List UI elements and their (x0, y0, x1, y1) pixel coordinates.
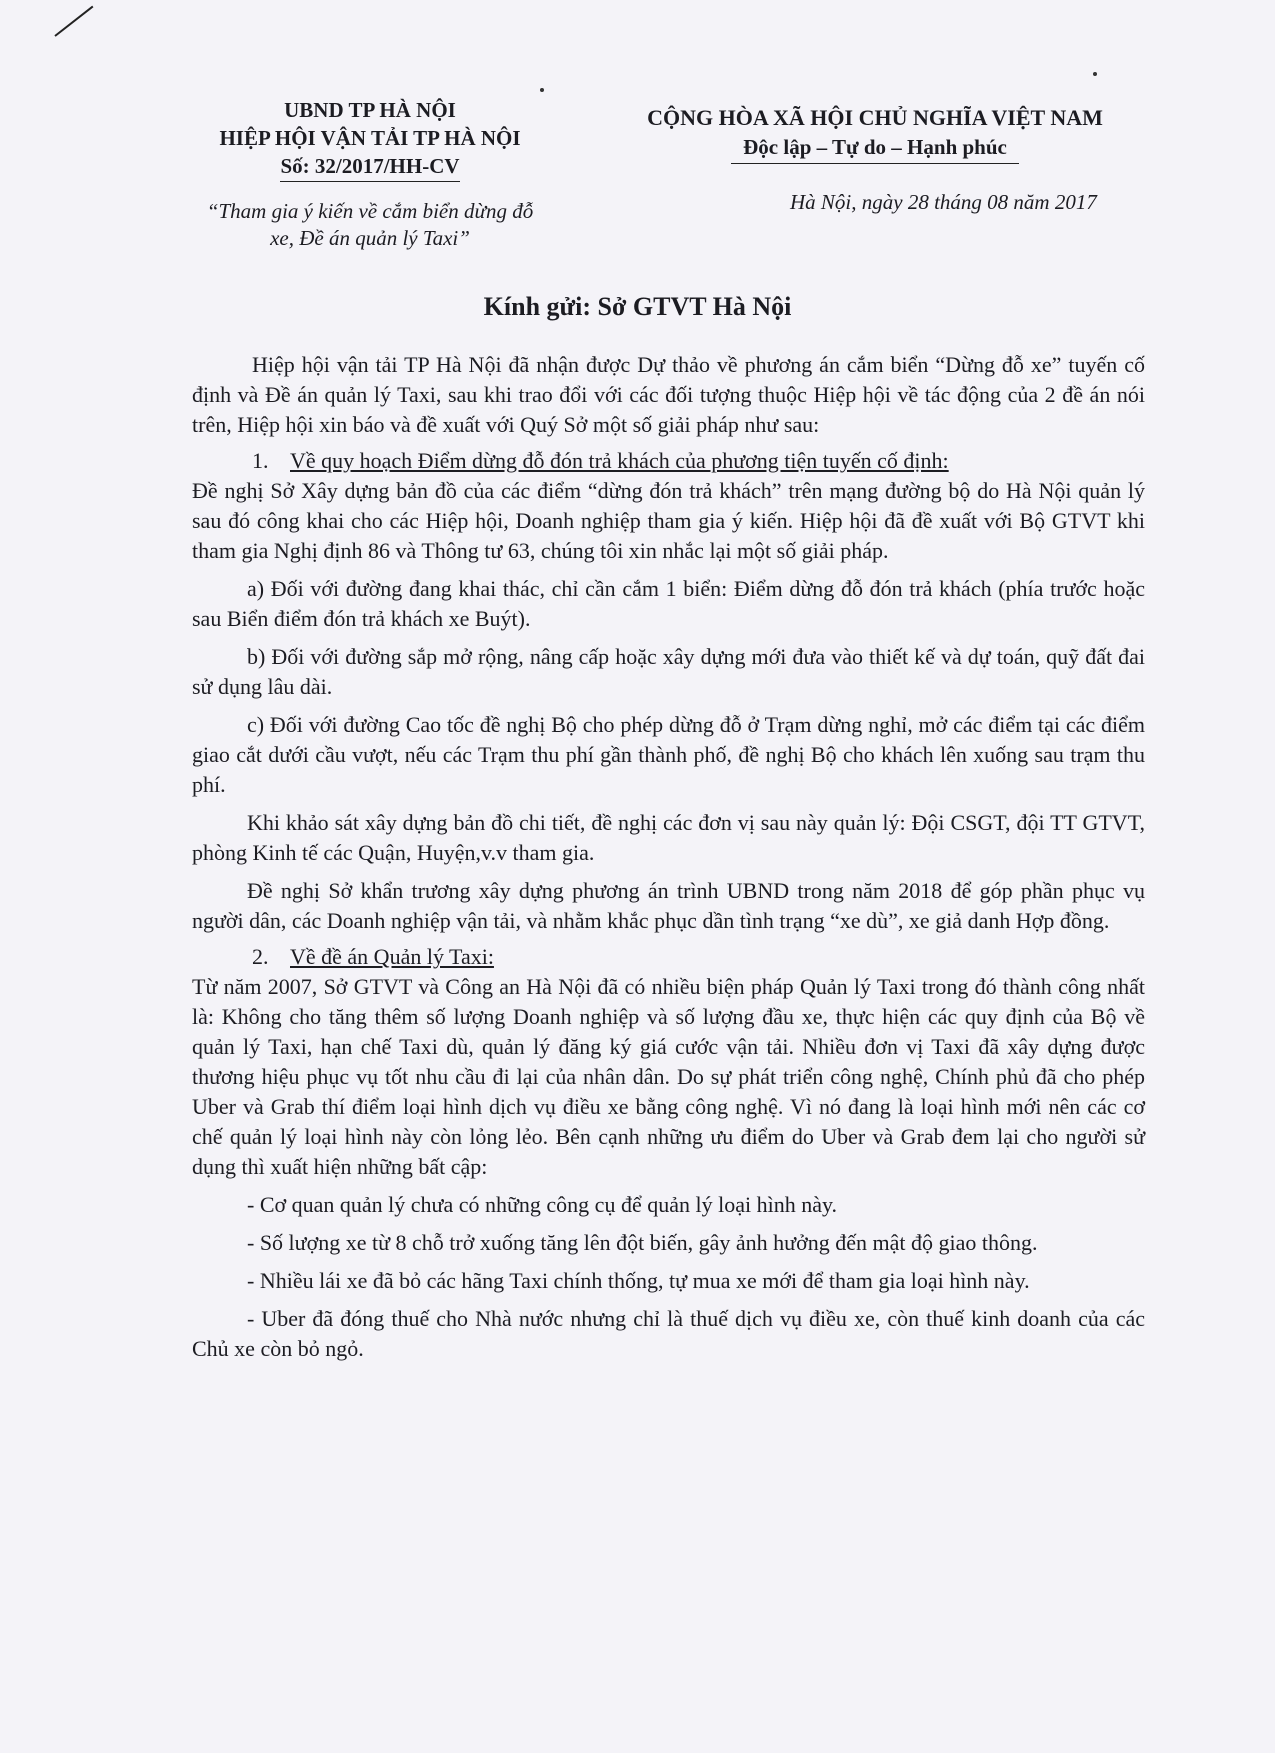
salutation: Kính gửi: Sở GTVT Hà Nội (483, 292, 792, 321)
scan-speck (540, 88, 544, 92)
section-title: Về quy hoạch Điểm dừng đỗ đón trả khách của phương tiện tuyến cố định: (290, 448, 949, 473)
proposal-paragraph: Đề nghị Sở khẩn trương xây dựng phương án trình UBND trong năm 2018 để góp phần phục vụ người dân, các Doanh nghiệp vận tải, và nhằm khắc phục dần tình trạng “xe dù”, xe giả danh Hợp đồng. (192, 878, 1145, 933)
bullet-item: - Cơ quan quản lý chưa có những công cụ để quản lý loại hình này. (247, 1192, 838, 1217)
bullet-item: - Số lượng xe từ 8 chỗ trở xuống tăng lên đột biến, gây ảnh hưởng đến mật độ giao thông. (247, 1230, 1038, 1255)
section-2-paragraph: Từ năm 2007, Sở GTVT và Công an Hà Nội đã có nhiều biện pháp Quản lý Taxi trong đó thành công nhất là: Không cho tăng thêm số lượng Doanh nghiệp và số lượng đầu xe, thực hiện các quy định của Bộ về quản lý Taxi, hạn chế Taxi dù, quản lý đăng ký giá cước vận tải. Nhiều đơn vị Taxi đã xây dựng được thương hiệu phục vụ tốt nhu cầu đi lại của nhân dân. Do sự phát triển công nghệ, Chính phủ đã cho phép Uber và Grab thí điểm loại hình dịch vụ điều xe bằng công nghệ. Vì nó đang là loại hình mới nên các cơ chế quản lý loại hình này còn lỏng lẻo. Bên cạnh những ưu điểm do Uber và Grab đem lại cho người sử dụng thì xuất hiện những bất cập: (192, 974, 1145, 1179)
bullet-item: - Uber đã đóng thuế cho Nhà nước nhưng chỉ là thuế dịch vụ điều xe, còn thuế kinh doanh của các Chủ xe còn bỏ ngỏ. (192, 1306, 1145, 1361)
section-1-heading (192, 446, 1145, 476)
org-association: HIỆP HỘI VẬN TẢI TP HÀ NỘI (219, 126, 521, 150)
section-title: Về đề án Quản lý Taxi: (290, 944, 494, 969)
scan-speck (1093, 72, 1097, 76)
org-city: UBND TP HÀ NỘI (284, 98, 456, 122)
nation-title: CỘNG HÒA XÃ HỘI CHỦ NGHĨA VIỆT NAM (647, 105, 1103, 130)
item-b: b) Đối với đường sắp mở rộng, nâng cấp hoặc xây dựng mới đưa vào thiết kế và dự toán, quỹ đất đai sử dụng lâu dài. (192, 644, 1145, 699)
section-number: 2. (252, 944, 269, 969)
letter-body (192, 350, 1145, 1364)
item-a: a) Đối với đường đang khai thác, chỉ cần cắm 1 biển: Điểm dừng đỗ đón trả khách (phía trước hoặc sau Biển điểm đón trả khách xe Buýt). (192, 576, 1145, 631)
national-header (605, 103, 1145, 164)
pen-mark (54, 6, 93, 37)
sender-header (175, 96, 565, 252)
document-number: Số: 32/2017/HH-CV (280, 152, 459, 182)
subject-line-1: “Tham gia ý kiến về cắm biển dừng đỗ (206, 199, 534, 223)
bullet-item: - Nhiều lái xe đã bỏ các hãng Taxi chính thống, tự mua xe mới để tham gia loại hình này. (247, 1268, 1030, 1293)
item-c: c) Đối với đường Cao tốc đề nghị Bộ cho phép dừng đỗ ở Trạm dừng nghỉ, mở các điểm tại các điểm giao cắt dưới cầu vượt, nếu các Trạm thu phí gần thành phố, đề nghị Bộ cho khách lên xuống sau trạm thu phí. (192, 712, 1145, 797)
subject-line (175, 198, 565, 252)
section-1-paragraph: Đề nghị Sở Xây dựng bản đồ của các điểm “dừng đón trả khách” trên mạng đường bộ do Hà Nội quản lý sau đó công khai cho các Hiệp hội, Doanh nghiệp tham gia ý kiến. Hiệp hội đã đề xuất với Bộ GTVT khi tham gia Nghị định 86 và Thông tư 63, chúng tôi xin nhắc lại một số giải pháp. (192, 478, 1145, 563)
nation-motto: Độc lập – Tự do – Hạnh phúc (731, 133, 1019, 164)
survey-paragraph: Khi khảo sát xây dựng bản đồ chi tiết, đề nghị các đơn vị sau này quản lý: Đội CSGT, đội TT GTVT, phòng Kinh tế các Quận, Huyện,v.v tham gia. (192, 810, 1145, 865)
subject-line-2: xe, Đề án quản lý Taxi” (270, 226, 470, 250)
section-number: 1. (252, 448, 269, 473)
document-date: Hà Nội, ngày 28 tháng 08 năm 2017 (790, 190, 1097, 214)
intro-paragraph: Hiệp hội vận tải TP Hà Nội đã nhận được Dự thảo về phương án cắm biển “Dừng đỗ xe” tuyến cố định và Đề án quản lý Taxi, sau khi trao đổi với các đối tượng thuộc Hiệp hội về tác động của 2 đề án nói trên, Hiệp hội xin báo và đề xuất với Quý Sở một số giải pháp như sau: (192, 352, 1145, 437)
section-2-heading (192, 942, 1145, 972)
